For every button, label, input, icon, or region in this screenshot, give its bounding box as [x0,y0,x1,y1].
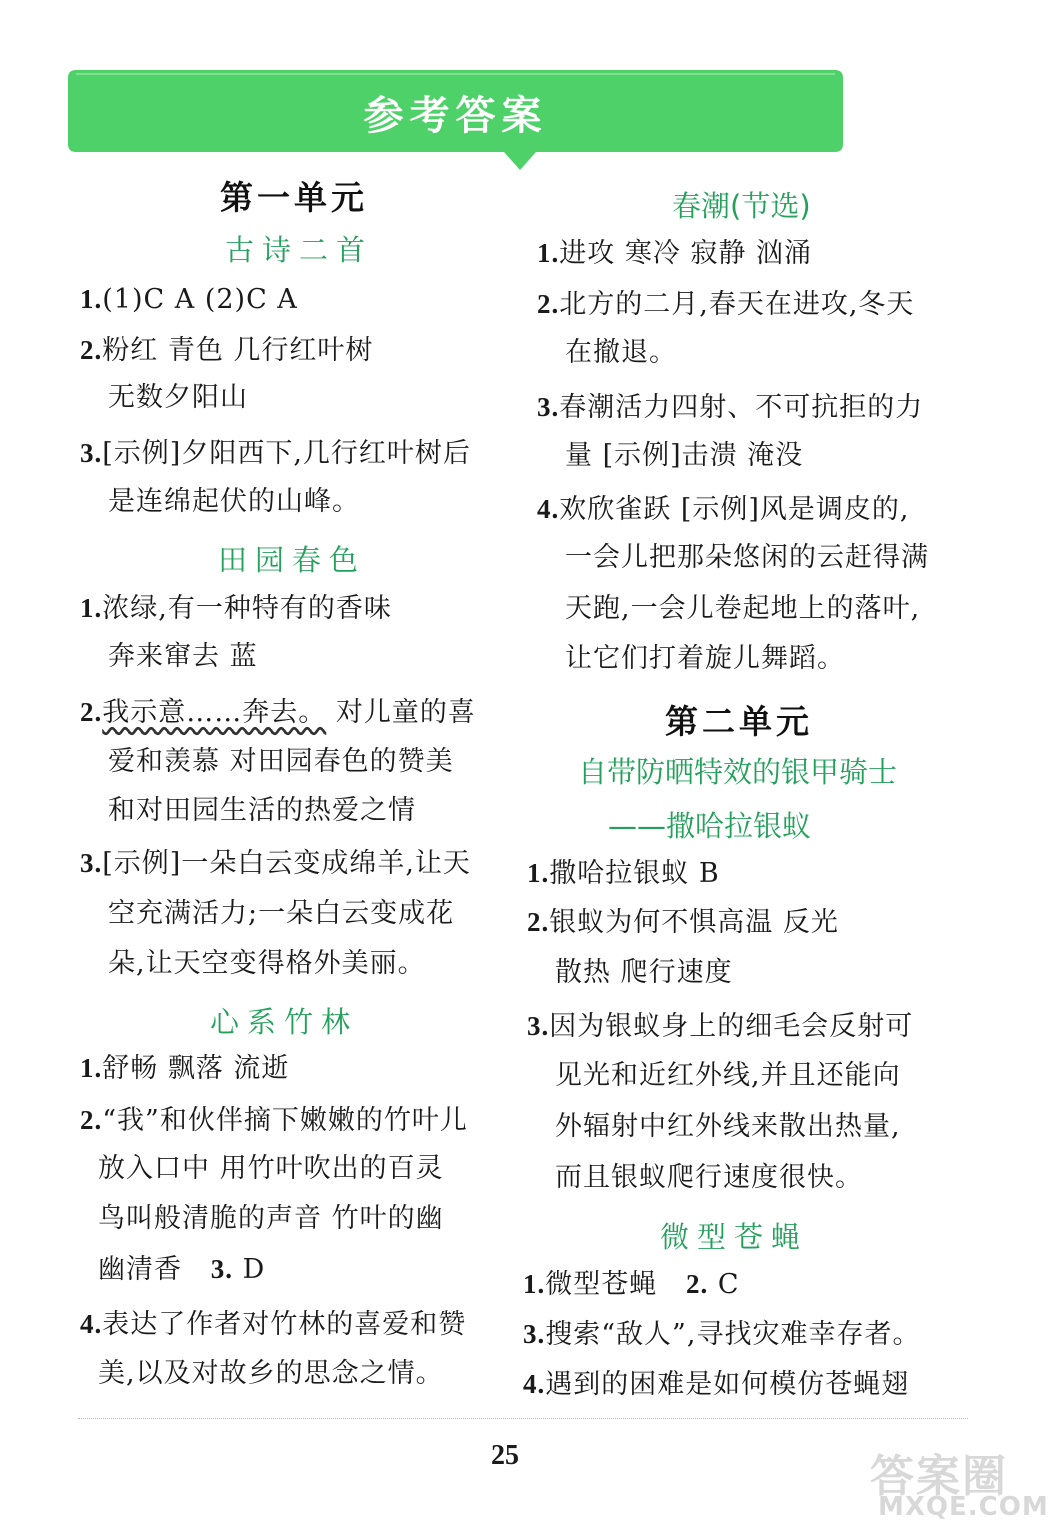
answer-line: 一会儿把那朵悠闲的云赶得满 [565,542,929,573]
unit-2-title: 第二单元 [665,702,813,741]
answer-text: D [242,1254,266,1285]
answer-line: 和对田园生活的热爱之情 [108,795,416,826]
answer-text: 搜索“敌人”,寻找灾难幸存者。 [545,1319,921,1350]
item-number: 3. [523,1319,546,1349]
answer-line [80,847,471,880]
item-number: 3. [527,1011,550,1041]
item-number: 1. [523,1269,546,1299]
item-number: 2. [80,1105,103,1135]
answer-text: [示例]一朵白云变成绵羊,让天 [102,848,471,879]
item-number: 1. [80,593,103,623]
answer-text: 北方的二月,春天在进攻,冬天 [559,289,915,320]
answer-line [80,1052,289,1085]
answer-line: 而且银蚁爬行速度很快。 [555,1162,863,1193]
section-title-cangying: 微型苍蝇 [660,1220,809,1254]
section-title-chunchao: 春潮(节选) [672,189,811,223]
answer-line: 朵,让天空变得格外美丽。 [108,948,426,979]
answer-line: 鸟叫般清脆的声音 竹叶的幽 [98,1203,444,1234]
section-subtitle-yinyi: ——撒哈拉银蚁 [608,809,812,843]
answer-text: 表达了作者对竹林的喜爱和赞 [102,1309,467,1340]
answer-text: 浓绿,有一种特有的香味 [102,593,392,624]
item-number: 1. [80,284,103,314]
answer-text: 粉红 青色 几行红叶树 [102,335,374,366]
page-number: 25 [491,1440,519,1471]
answer-text: 幽清香 [98,1254,182,1285]
answer-line: 量 [示例]击溃 淹没 [565,440,804,471]
answer-line [523,1368,909,1401]
answer-text: 春潮活力四射、不可抗拒的力 [559,392,924,423]
item-number: 4. [537,494,560,524]
item-number: 4. [80,1309,103,1339]
answer-line: 在撤退。 [565,337,677,368]
answer-line [527,906,839,939]
item-number: 3. [80,438,103,468]
answer-text: “我”和伙伴摘下嫩嫩的竹叶儿 [102,1105,468,1136]
answer-text: 因为银蚁身上的细毛会反射可 [549,1011,914,1042]
answer-text: 欢欣雀跃 [示例]风是调皮的, [559,494,910,525]
item-number: 2. [527,907,550,937]
unit-1-title: 第一单元 [220,178,368,217]
section-title-yinyi: 自带防晒特效的银甲骑士 [578,755,898,789]
answer-text: C [717,1269,740,1300]
item-number: 4. [523,1369,546,1399]
item-number: 3. [210,1254,233,1284]
answer-text: 遇到的困难是如何模仿苍蝇翅 [545,1369,910,1400]
answer-line: 见光和近红外线,并且还能向 [555,1060,901,1091]
footer-divider [78,1418,968,1419]
answer-text: 银蚁为何不惧高温 反光 [549,907,839,938]
watermark-logo [870,1440,1049,1530]
watermark-text: 答案圈 [870,1451,1008,1502]
item-number: 3. [80,848,103,878]
item-number: 1. [80,1053,103,1083]
answer-line: 外辐射中红外线来散出热量, [555,1111,901,1142]
answer-text: 微型苍蝇 [545,1269,658,1300]
answer-line: 奔来窜去 蓝 [108,641,258,672]
item-number: 2. [537,289,560,319]
answer-text: 进攻 寒冷 寂静 汹涌 [559,238,812,269]
section-title-zhulin: 心系竹林 [210,1005,359,1039]
answer-line [523,1268,740,1301]
item-number: 2. [686,1269,709,1299]
answer-line [527,857,720,890]
answer-text: (1)C A (2)C A [102,284,298,315]
answer-line [537,288,914,321]
answer-text: [示例]夕阳西下,几行红叶树后 [102,438,471,469]
item-number: 1. [537,238,560,268]
answer-line: 美,以及对故乡的思念之情。 [98,1358,444,1389]
answer-line [80,1104,468,1137]
item-number: 2. [80,697,103,727]
section-title-gushi: 古诗二首 [225,233,374,267]
wavy-underlined-text: 我示意……奔去。 [102,697,327,728]
answer-line [537,237,812,270]
answer-line [80,592,392,625]
banner-title: 参考答案 [363,93,548,139]
answer-line [527,1010,913,1043]
answer-line: 放入口中 用竹叶吹出的百灵 [98,1153,444,1184]
watermark-url: MXQE.COM [878,1492,1049,1522]
answer-line [98,1253,265,1286]
item-number: 1. [527,858,550,888]
answer-line [80,334,373,367]
answer-text: 舒畅 飘落 流逝 [102,1053,290,1084]
answer-line [80,696,476,729]
item-number: 3. [537,392,560,422]
answer-line: 爱和羡慕 对田园春色的赞美 [108,746,454,777]
section-title-tianyuan: 田园春色 [218,543,367,577]
answer-line [80,437,471,470]
answer-line: 无数夕阳山 [108,382,248,413]
answer-line [80,1308,466,1341]
answer-line [80,283,298,316]
answer-line: 散热 爬行速度 [555,957,733,988]
answer-line: 空充满活力;一朵白云变成花 [108,898,455,929]
answer-line [537,391,923,424]
answer-line: 是连绵起伏的山峰。 [108,486,360,517]
answer-line: 让它们打着旋儿舞蹈。 [565,643,845,674]
answer-banner [68,70,843,152]
answer-line [537,493,909,526]
answer-text: 对儿童的喜 [335,697,476,728]
answer-line [523,1318,920,1351]
answer-line: 天跑,一会儿卷起地上的落叶, [565,593,921,624]
answer-text: 撒哈拉银蚁 B [549,858,720,889]
item-number: 2. [80,335,103,365]
